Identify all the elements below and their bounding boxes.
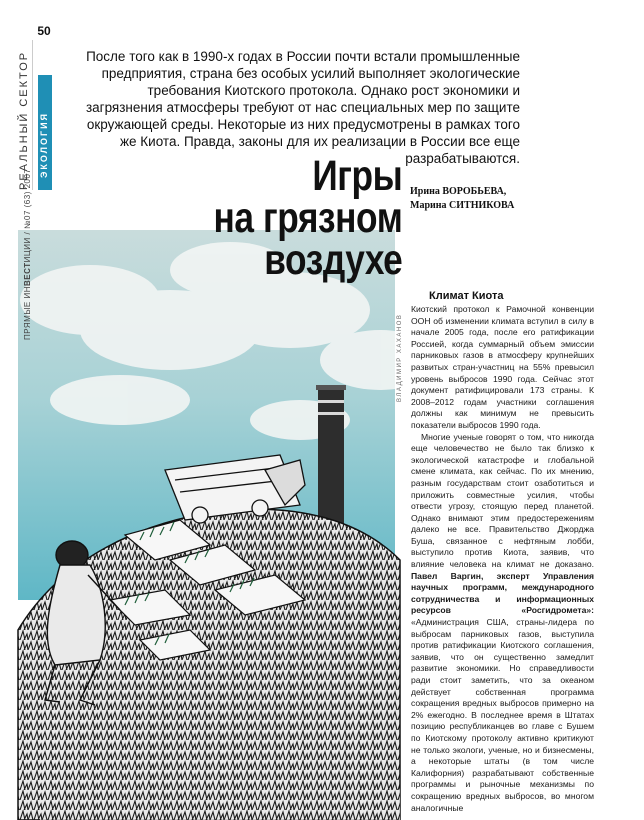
article-paragraph-1: Киотский протокол к Рамочной конвенции ООН об изменении климата вступил в силу в начале 2005 года, после его ратификации Россией, когда суммарный объем эмиссии парниковых газов в атмосферу крупнейших развитых стран-участниц на 55% превысил уровень выбросов 1990 года. Сейчас этот документ ратифицировали 173 страны. К 2008–2012 годам участники соглашения должны как минимум не превысить показатели выбросов 1990 года.	[411, 304, 594, 430]
author-2: Марина СИТНИКОВА	[410, 200, 515, 211]
expert-name: Павел Варгин, эксперт Управления научных программ, международного сотрудничества и информационных ресурсов «Росгидромета»:	[411, 570, 594, 616]
sidebar-rule	[32, 40, 33, 190]
p2-start: Многие ученые говорят о том, что никогда еще человечество не было так близко к экологической катастрофе и глобальной смене климата, как сейчас. По их мнению, разным государствам стоит озаботиться и приложить совместные усилия, чтобы отвести угрозу, стоящую перед планетой. Однако внимают этим предостережениям далеко не все. Правительство Джорджа Буша, связанное с нефтяным лобби, выступило против Киота, заявив, что влияние человека на климат не доказано.	[411, 431, 594, 570]
page-number: 50	[30, 22, 58, 40]
lead-paragraph: После того как в 1990-х годах в России почти встали промышленные предприятия, страна без особых усилий выполняет экологические требования Киотского протокола. Однако рост экономики и загрязнения атмосферы требуют от нас специальных мер по защите окружающей среды. Некоторые из них предусмотрены в рамках того же Киота. Правда, законы для их реализации в России все еще разрабатываются.	[85, 49, 520, 166]
title-line-3: воздухе	[263, 236, 402, 284]
illustration-credit: ВЛАДИМИР ХАХАНОВ	[397, 313, 403, 402]
magazine-footer	[23, 169, 32, 340]
magazine-suffix: ИЦИИ / №07 (63) 2007	[23, 168, 32, 263]
p2-end: «Администрация США, страны-лидера по выбросам парниковых газов, выступила против ратификации Киотского соглашения, заявив, что он существенно замедлит развитие экономики. Но справедливости ради стоит заметить, что за океаном действует собственная программа сокращения вредных выбросов примерно на 2% ежегодно. В последнее время в Штатах позицию республиканцев во главе с Бушем по Киотскому протоколу активно критикуют не только экологи, ученые, но и бизнесмены, а некоторые штаты (в том числе Калифорния) разрабатывают собственные программы и рыночные механизмы по сокращению вредных выбросов, во многом аналогичные	[411, 617, 594, 813]
subsection-label: ЭКОЛОГИЯ	[39, 111, 49, 178]
article-title	[213, 152, 402, 284]
magazine-prefix: ПРЯМЫЕ ИН	[23, 285, 32, 340]
title-line-2: на грязном	[213, 194, 402, 242]
authors	[410, 185, 514, 213]
title-line-1: Игры	[311, 152, 402, 200]
author-1: Ирина ВОРОБЬЕВА,	[410, 186, 507, 197]
article-body	[411, 290, 594, 814]
article-paragraph-2	[411, 432, 594, 815]
section-label: РЕАЛЬНЫЙ СЕКТОР	[18, 50, 30, 190]
article-subhead: Климат Киота	[429, 290, 504, 302]
magazine-bold: ВЕСТ	[23, 262, 32, 286]
